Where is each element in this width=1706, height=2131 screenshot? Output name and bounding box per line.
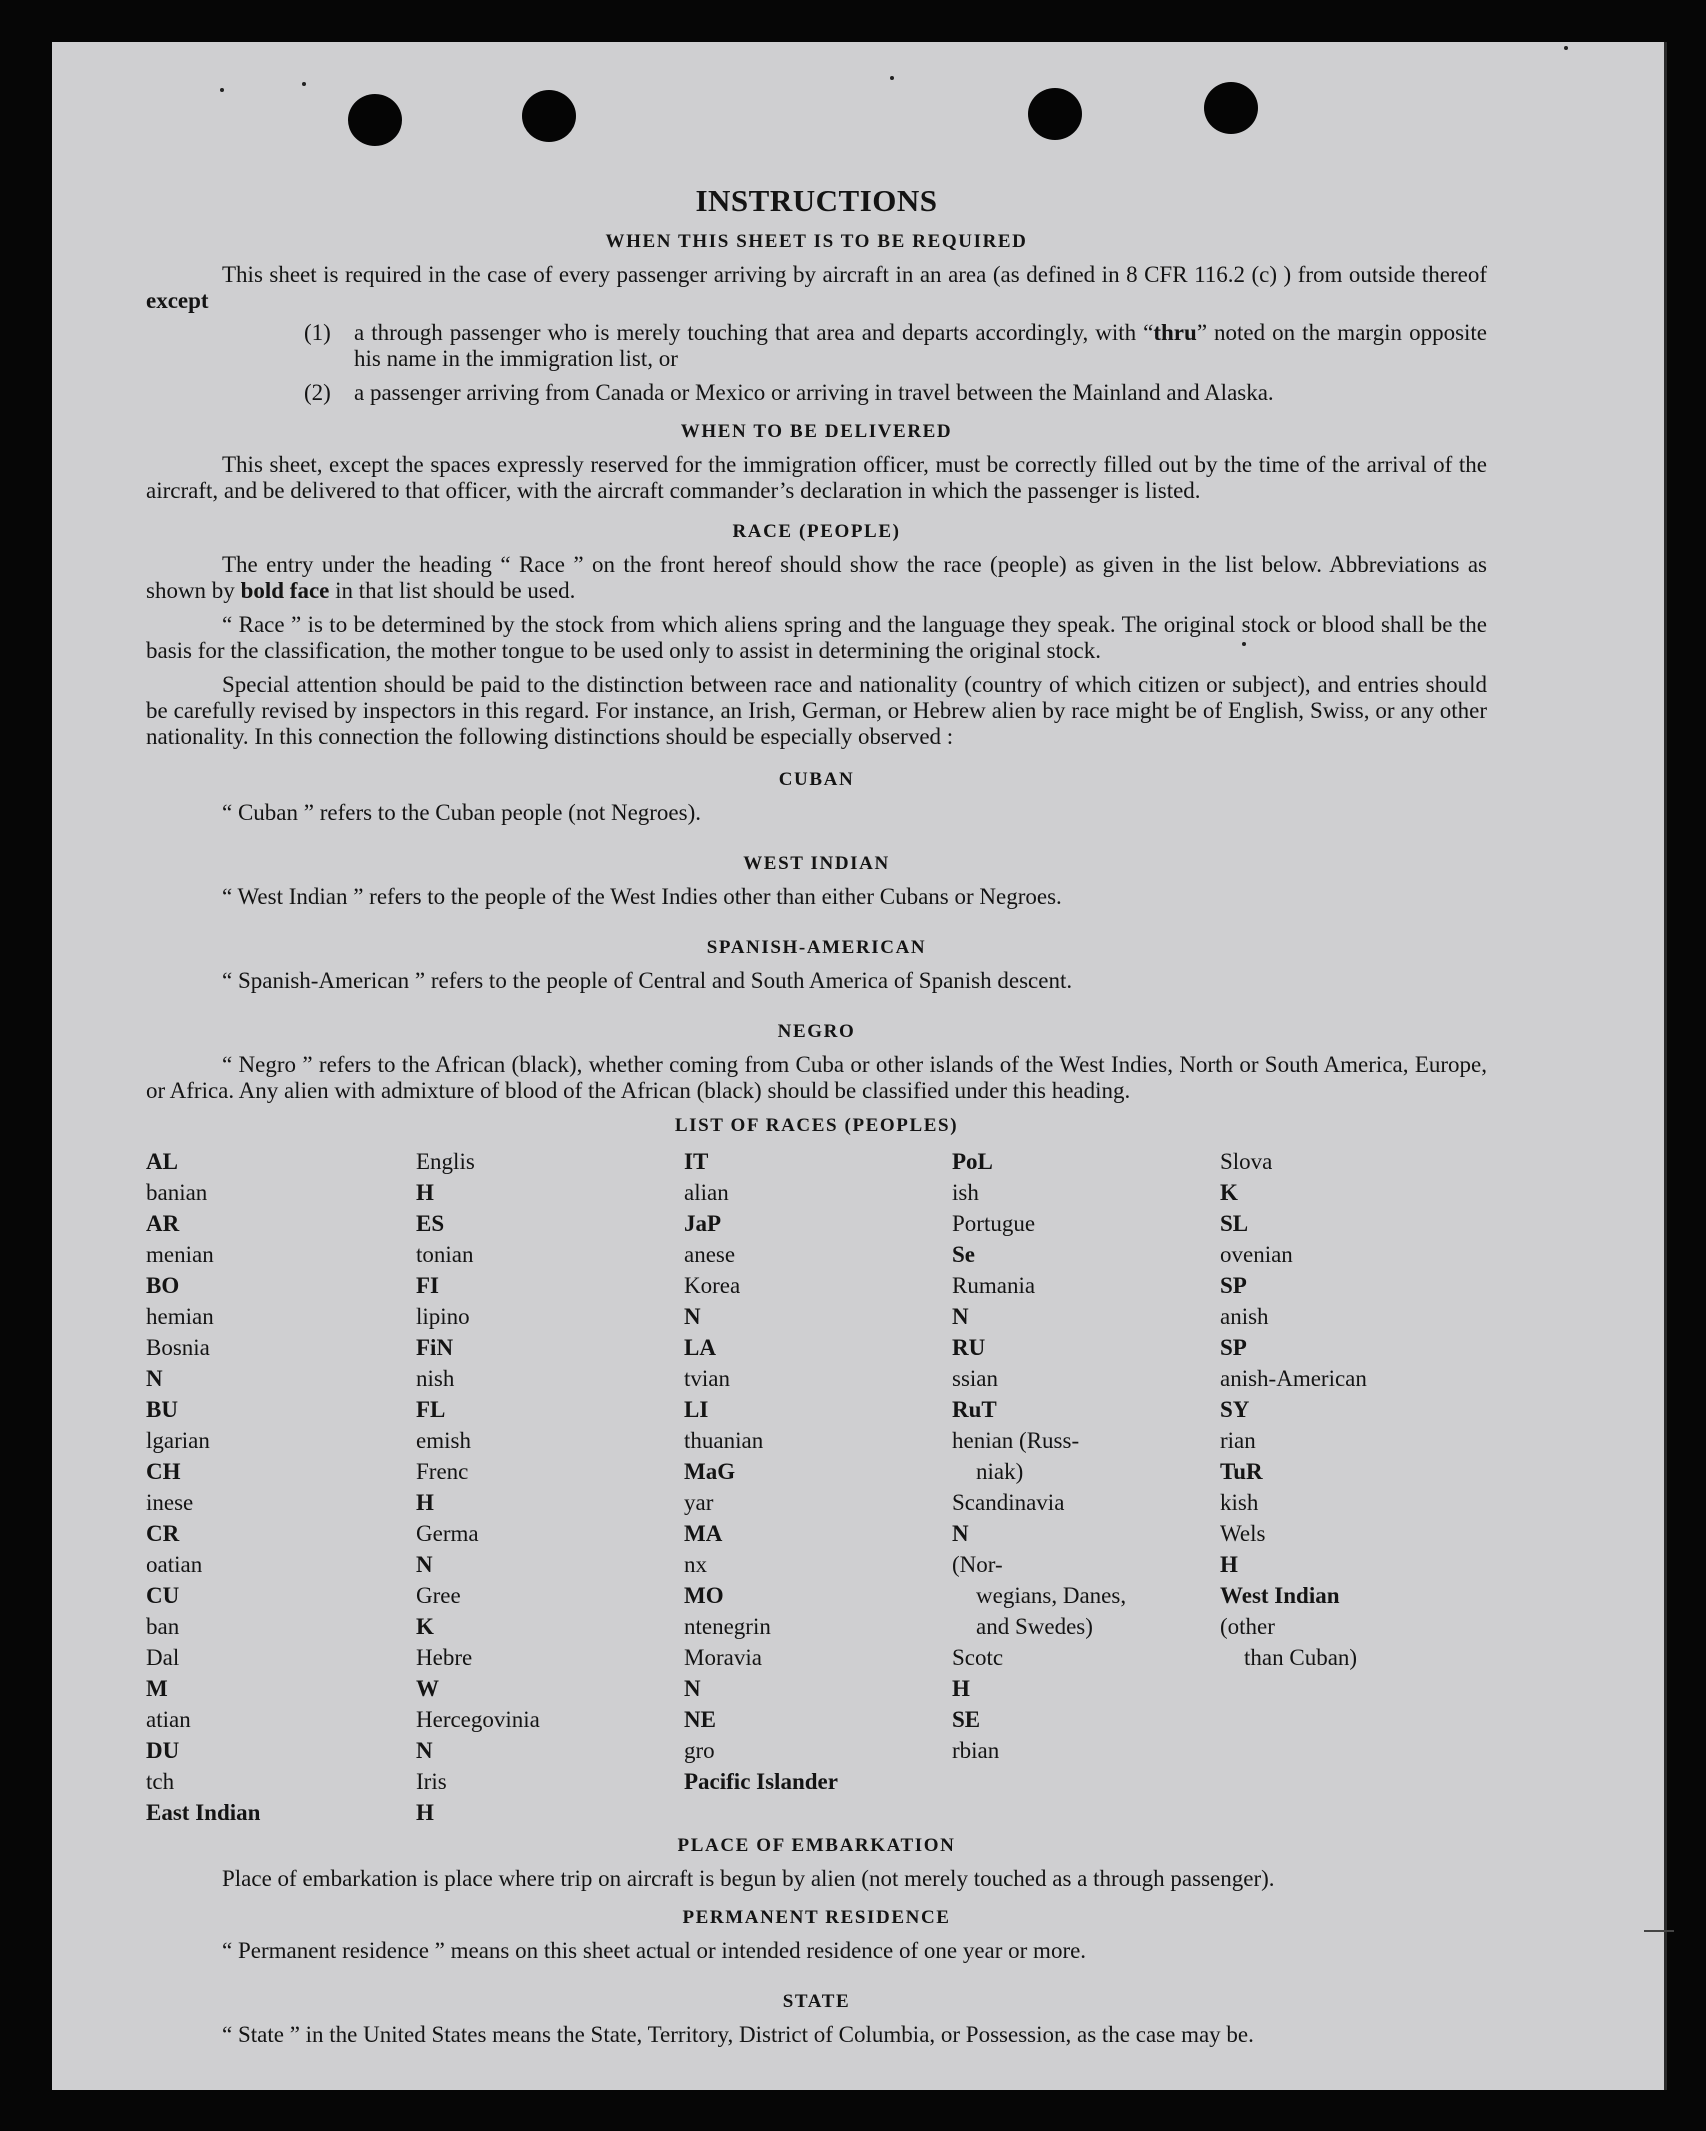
race-entry (952, 1611, 1220, 1642)
race-abbrev: MA (684, 1521, 723, 1546)
race-text: Iris (416, 1769, 447, 1794)
race-abbrev: W (416, 1676, 439, 1701)
race-entry (146, 1735, 416, 1797)
punch-hole (522, 90, 576, 142)
race-text: Rumania (952, 1273, 1036, 1298)
edge-mark (1644, 1930, 1674, 1932)
race-entry (1220, 1580, 1487, 1642)
race-entry (952, 1456, 1220, 1487)
race-abbrev: SL (1220, 1211, 1249, 1236)
race-entry (952, 1580, 1220, 1611)
race-abbrev: SP (1220, 1273, 1247, 1298)
race-entry (416, 1766, 684, 1828)
race-abbrev: N (146, 1366, 163, 1391)
race-entry (684, 1580, 952, 1642)
race-abbrev: SP (1220, 1335, 1247, 1360)
race-text: Wels (1220, 1521, 1266, 1546)
race-entry (146, 1208, 416, 1270)
race-entry (684, 1146, 952, 1208)
race-abbrev: H (416, 1800, 434, 1825)
race-entry (684, 1704, 952, 1766)
race-text: tch (146, 1769, 175, 1794)
race-abbrev: AL (146, 1149, 178, 1174)
race-text: Scandinavia (952, 1490, 1065, 1515)
race-text: gro (684, 1738, 715, 1763)
race-text: Korea (684, 1273, 741, 1298)
heading-list-of-races: LIST OF RACES (PEOPLES) (674, 1115, 959, 1136)
race-abbrev: ES (416, 1211, 445, 1236)
race-entry (952, 1208, 1220, 1270)
race-list (146, 1146, 1487, 1828)
heading-embarkation: PLACE OF EMBARKATION (677, 1835, 956, 1856)
heading-negro: NEGRO (777, 1021, 856, 1042)
race-text: and Swedes) (976, 1614, 1093, 1639)
race-entry (952, 1146, 1220, 1208)
race-abbrev: K (1220, 1180, 1238, 1205)
race-column (146, 1146, 416, 1828)
race-entry (684, 1642, 952, 1704)
punch-hole (348, 94, 402, 146)
race-abbrev: MO (684, 1583, 724, 1608)
race-abbrev: N (952, 1521, 969, 1546)
punch-hole (1204, 82, 1258, 134)
race-entry (146, 1146, 416, 1208)
race-entry (416, 1642, 684, 1704)
race-entry (146, 1394, 416, 1456)
race-text: rian (1220, 1428, 1256, 1453)
race-abbrev: TuR (1220, 1459, 1263, 1484)
race-text: menian (146, 1242, 214, 1267)
race-entry (1220, 1394, 1487, 1456)
race-entry (146, 1270, 416, 1332)
race-text: banian (146, 1180, 208, 1205)
race-text: anish (1220, 1304, 1269, 1329)
race-text: kish (1220, 1490, 1259, 1515)
race-text: anish-American (1220, 1366, 1367, 1391)
race-text: than Cuban) (1244, 1645, 1358, 1670)
race-abbrev: H (1220, 1552, 1238, 1577)
race-abbrev: BU (146, 1397, 178, 1422)
exception-2: (2) a passenger arriving from Canada or Mexico or arriving in travel between the Mainland and Alaska. (304, 380, 1274, 405)
race-entry (146, 1642, 416, 1735)
residence-text: “ Permanent residence ” means on this sheet actual or intended residence of one year or more. (222, 1938, 1087, 1963)
required-intro: This sheet is required in the case of every passenger arriving by aircraft in an area (as defined in 8 CFR 116.2 (c) ) from outside thereof except (146, 262, 1487, 313)
race-text: Gree (416, 1583, 461, 1608)
race-text: emish (416, 1428, 471, 1453)
state-text: “ State ” in the United States means the State, Territory, District of Columbia, or Possession, as the case may be. (222, 2022, 1254, 2047)
race-text: ban (146, 1614, 180, 1639)
speck (1564, 46, 1568, 50)
race-entry (684, 1394, 952, 1456)
delivered-text: This sheet, except the spaces expressly reserved for the immigration officer, must be correctly filled out by the time of the arrival of the aircraft, and be delivered to that officer, with the aircraft commander’s declaration in which the passenger is listed. (146, 452, 1487, 503)
race-abbrev: JaP (684, 1211, 722, 1236)
race-paragraph-2: “ Race ” is to be determined by the stock from which aliens spring and the language they speak. The original stock or blood shall be the basis for the classification, the mother tongue to be used only to assist in determining the original stock. (146, 612, 1487, 663)
race-abbrev: LI (684, 1397, 709, 1422)
race-text: wegians, Danes, (976, 1583, 1127, 1608)
race-paragraph-1: The entry under the heading “ Race ” on the front hereof should show the race (people) as given in the list below. Abbreviations as shown by bold face in that list should be used. (146, 552, 1487, 603)
race-text: alian (684, 1180, 729, 1205)
race-entry (416, 1146, 684, 1208)
race-abbrev: M (146, 1676, 168, 1701)
race-entry (952, 1704, 1220, 1766)
race-column (416, 1146, 684, 1828)
instructions-content (146, 140, 1487, 2048)
race-paragraph-3: Special attention should be paid to the distinction between race and nationality (country of which citizen or subject), and entries should be carefully revised by inspectors in this regard. For instance, an Irish, German, or Hebrew alien by race might be of English, Swiss, or any other nationality. In this connection the following distinctions should be especially observed : (146, 672, 1487, 749)
cuban-text: “ Cuban ” refers to the Cuban people (not Negroes). (222, 800, 702, 825)
race-abbrev: West Indian (1220, 1583, 1340, 1608)
race-abbrev: N (416, 1738, 433, 1763)
race-column (952, 1146, 1220, 1828)
heading-cuban: CUBAN (778, 769, 855, 790)
race-text: oatian (146, 1552, 203, 1577)
race-abbrev: RU (952, 1335, 986, 1360)
race-text: henian (Russ- (952, 1428, 1080, 1453)
race-abbrev: N (952, 1304, 969, 1329)
race-abbrev: Pacific Islander (684, 1769, 838, 1794)
negro-text: “ Negro ” refers to the African (black), whether coming from Cuba or other islands of the West Indies, North or South America, Europe, or Africa. Any alien with admixture of blood of the African (black) should be classified under this heading. (146, 1052, 1487, 1103)
race-entry (1220, 1332, 1487, 1394)
race-entry (146, 1580, 416, 1642)
race-text: lipino (416, 1304, 470, 1329)
race-text: ovenian (1220, 1242, 1293, 1267)
race-entry (416, 1518, 684, 1580)
race-entry (684, 1270, 952, 1332)
race-text: nish (416, 1366, 455, 1391)
race-text: tonian (416, 1242, 474, 1267)
race-text: inese (146, 1490, 194, 1515)
heading-west-indian: WEST INDIAN (743, 853, 890, 874)
west-indian-text: “ West Indian ” refers to the people of the West Indies other than either Cubans or Negroes. (222, 884, 1062, 909)
race-text: (Nor- (952, 1552, 1003, 1577)
race-entry (416, 1394, 684, 1456)
race-text: ssian (952, 1366, 998, 1391)
race-abbrev: Se (952, 1242, 975, 1267)
race-text: Scotc (952, 1645, 1004, 1670)
race-text: Hebre (416, 1645, 473, 1670)
race-abbrev: FiN (416, 1335, 454, 1360)
race-entry (1220, 1456, 1487, 1518)
race-text: nx (684, 1552, 707, 1577)
race-abbrev: RuT (952, 1397, 997, 1422)
race-entry (1220, 1270, 1487, 1332)
race-entry (1220, 1146, 1487, 1208)
race-entry (684, 1208, 952, 1270)
race-abbrev: MaG (684, 1459, 736, 1484)
race-abbrev: SE (952, 1707, 981, 1732)
race-abbrev: SY (1220, 1397, 1250, 1422)
race-abbrev: K (416, 1614, 434, 1639)
race-entry (952, 1270, 1220, 1332)
race-abbrev: LA (684, 1335, 716, 1360)
race-text: atian (146, 1707, 191, 1732)
race-entry (146, 1797, 416, 1828)
speck (302, 82, 306, 86)
page-title: INSTRUCTIONS (695, 183, 938, 218)
race-text: Englis (416, 1149, 475, 1174)
race-entry (952, 1642, 1220, 1704)
race-entry (416, 1270, 684, 1332)
race-entry (684, 1456, 952, 1518)
race-text: Slova (1220, 1149, 1273, 1174)
race-abbrev: CH (146, 1459, 181, 1484)
race-entry (952, 1394, 1220, 1456)
race-abbrev: H (952, 1676, 970, 1701)
spanish-american-text: “ Spanish-American ” refers to the people of Central and South America of Spanish descent. (222, 968, 1073, 993)
race-abbrev: FI (416, 1273, 439, 1298)
race-abbrev: AR (146, 1211, 180, 1236)
race-entry (684, 1332, 952, 1394)
race-entry (1220, 1518, 1487, 1580)
race-abbrev: N (416, 1552, 433, 1577)
exception-1: (1) a through passenger who is merely touching that area and departs accordingly, with “thru” noted on the margin opposite his name in the immigration list, or (304, 320, 1488, 371)
race-text: ntenegrin (684, 1614, 771, 1639)
heading-delivered: WHEN TO BE DELIVERED (680, 421, 953, 442)
race-text: rbian (952, 1738, 1000, 1763)
race-text: Moravia (684, 1645, 762, 1670)
race-abbrev: East Indian (146, 1800, 261, 1825)
race-entry (416, 1580, 684, 1642)
race-abbrev: FL (416, 1397, 446, 1422)
race-abbrev: H (416, 1490, 434, 1515)
race-entry (416, 1208, 684, 1270)
heading-spanish-american: SPANISH-AMERICAN (706, 937, 927, 958)
race-abbrev: CR (146, 1521, 180, 1546)
punch-hole (1028, 88, 1082, 140)
race-abbrev: BO (146, 1273, 180, 1298)
race-entry (146, 1456, 416, 1518)
embarkation-text: Place of embarkation is place where trip on aircraft is begun by alien (not merely touched as a through passenger). (222, 1866, 1275, 1891)
race-entry (684, 1766, 952, 1797)
race-text: Frenc (416, 1459, 469, 1484)
race-text: Germa (416, 1521, 479, 1546)
race-column (1220, 1146, 1487, 1828)
race-column (684, 1146, 952, 1828)
race-abbrev: IT (684, 1149, 709, 1174)
heading-race: RACE (PEOPLE) (732, 521, 901, 542)
heading-required: WHEN THIS SHEET IS TO BE REQUIRED (605, 231, 1028, 252)
race-abbrev: NE (684, 1707, 716, 1732)
heading-state: STATE (782, 1991, 851, 2012)
race-text: tvian (684, 1366, 730, 1391)
race-abbrev: H (416, 1180, 434, 1205)
race-text: yar (684, 1490, 714, 1515)
race-text: Portugue (952, 1211, 1036, 1236)
race-abbrev: PoL (952, 1149, 993, 1174)
speck (890, 76, 894, 80)
race-entry (416, 1332, 684, 1394)
race-entry (146, 1518, 416, 1580)
race-text: (other (1220, 1614, 1275, 1639)
race-text: Dal (146, 1645, 180, 1670)
race-text: ish (952, 1180, 979, 1205)
race-text: thuanian (684, 1428, 764, 1453)
race-entry (1220, 1208, 1487, 1270)
heading-residence: PERMANENT RESIDENCE (682, 1907, 951, 1928)
speck (220, 88, 224, 92)
race-entry (952, 1487, 1220, 1580)
race-abbrev: N (684, 1676, 701, 1701)
race-abbrev: N (684, 1304, 701, 1329)
race-text: lgarian (146, 1428, 210, 1453)
race-abbrev: DU (146, 1738, 180, 1763)
race-entry (684, 1518, 952, 1580)
race-abbrev: CU (146, 1583, 180, 1608)
race-entry (416, 1704, 684, 1766)
race-text: anese (684, 1242, 736, 1267)
race-text: Hercegovinia (416, 1707, 540, 1732)
race-text: niak) (976, 1459, 1024, 1484)
race-entry (146, 1332, 416, 1394)
race-entry (416, 1456, 684, 1518)
race-entry (952, 1332, 1220, 1394)
race-entry (1220, 1642, 1487, 1673)
race-text: hemian (146, 1304, 214, 1329)
race-text: Bosnia (146, 1335, 210, 1360)
